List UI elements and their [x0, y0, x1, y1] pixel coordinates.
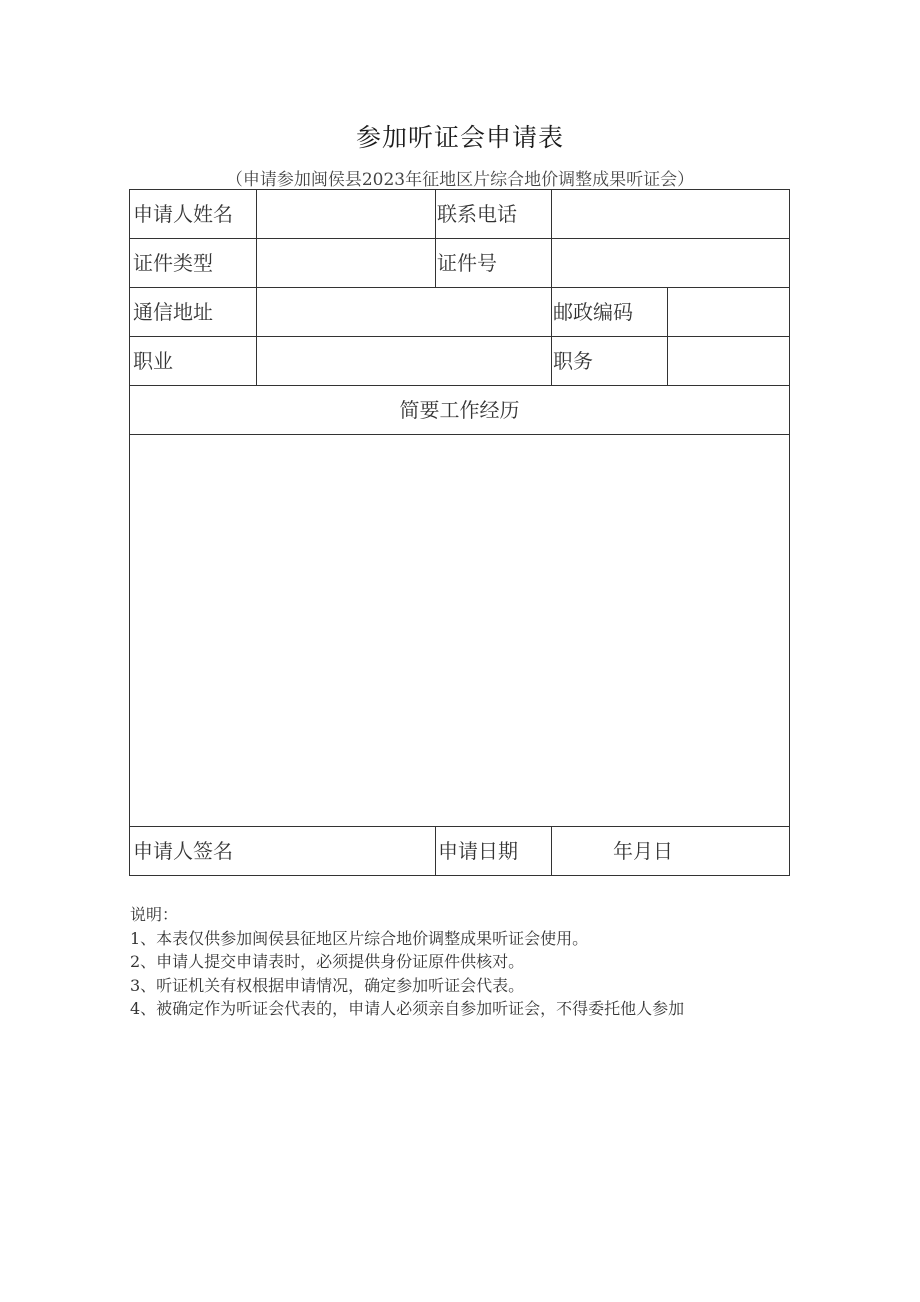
form-subtitle: （申请参加闽侯县2023年征地区片综合地价调整成果听证会）	[225, 170, 695, 190]
id-type-label: 证件类型	[133, 251, 213, 275]
column-divider	[435, 826, 436, 875]
postal-code-field[interactable]	[668, 288, 789, 336]
row-divider	[130, 826, 789, 827]
column-divider	[435, 190, 436, 287]
postal-code-label: 邮政编码	[553, 300, 633, 324]
applicant-name-label: 申请人姓名	[133, 202, 233, 226]
work-history-heading: 简要工作经历	[399, 398, 520, 422]
position-field[interactable]	[668, 337, 789, 385]
applicant-name-field[interactable]	[257, 190, 435, 238]
date-format-text[interactable]: 年月日	[613, 839, 673, 863]
form-title: 参加听证会申请表	[355, 123, 564, 152]
note-item: 1、本表仅供参加闽侯县征地区片综合地价调整成果听证会使用。	[130, 928, 589, 948]
row-divider	[130, 385, 789, 386]
address-label: 通信地址	[133, 300, 213, 324]
column-divider	[551, 287, 552, 385]
position-label: 职务	[553, 349, 593, 373]
signature-field[interactable]	[257, 827, 435, 875]
occupation-label: 职业	[133, 349, 173, 373]
work-history-field[interactable]	[130, 435, 789, 826]
note-item: 4、被确定作为听证会代表的，申请人必须亲自参加听证会，不得委托他人参加	[130, 999, 685, 1018]
id-number-label: 证件号	[437, 251, 497, 275]
column-divider	[551, 826, 552, 875]
id-type-field[interactable]	[257, 239, 435, 287]
notes-heading: 说明：	[130, 905, 179, 924]
address-field[interactable]	[257, 288, 551, 336]
signature-label: 申请人签名	[133, 839, 233, 863]
note-item: 2、申请人提交申请表时，必须提供身份证原件供核对。	[130, 952, 525, 971]
phone-field[interactable]	[552, 190, 789, 238]
phone-label: 联系电话	[437, 202, 517, 226]
application-form-table	[129, 189, 790, 876]
occupation-field[interactable]	[257, 337, 551, 385]
notes-section	[130, 903, 684, 1021]
note-item: 3、听证机关有权根据申请情况，确定参加听证会代表。	[130, 975, 525, 995]
application-date-label: 申请日期	[438, 839, 518, 863]
id-number-field[interactable]	[552, 239, 789, 287]
